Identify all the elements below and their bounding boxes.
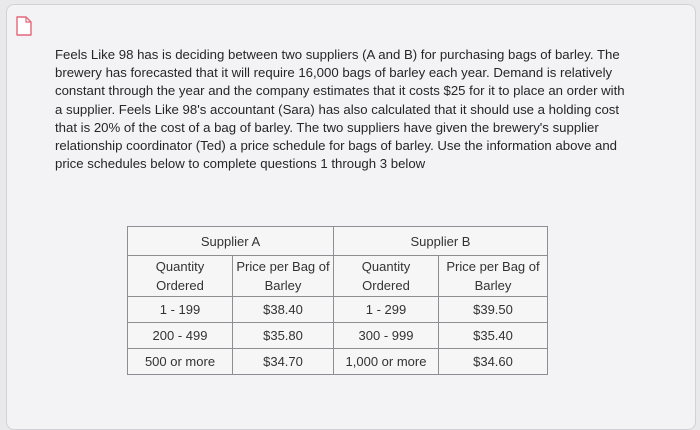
supplier-b-quantity: 1,000 or more xyxy=(334,349,439,375)
price-schedule-table xyxy=(127,226,548,375)
document-icon xyxy=(15,15,33,37)
column-header-row xyxy=(128,256,548,297)
supplier-b-price: $34.60 xyxy=(439,349,548,375)
supplier-b-quantity: 300 - 999 xyxy=(334,323,439,349)
supplier-a-price: $35.80 xyxy=(233,323,334,349)
table-row xyxy=(128,323,548,349)
supplier-a-quantity: 500 or more xyxy=(128,349,233,375)
problem-paragraph: Feels Like 98 has is deciding between two suppliers (A and B) for purchasing bags of barley. The brewery has forecasted that it will require 16,000 bags of barley each year. Demand is relatively constant through the year and the company estimates that it costs $25 for it to place an order with a supplier. Feels Like 98's accountant (Sara) has also calculated that it should use a holding cost that is 20% of the cost of a bag of barley. The two suppliers have given the brewery's supplier relationship coordinator (Ted) a price schedule for bags of barley. Use the information above and price schedules below to complete questions 1 through 3 below xyxy=(55,47,625,172)
supplier-a-price: $38.40 xyxy=(233,297,334,323)
table-row xyxy=(128,349,548,375)
supplier-b-title: Supplier B xyxy=(334,227,548,256)
supplier-a-quantity-header: Quantity Ordered xyxy=(128,256,233,297)
supplier-a-quantity: 200 - 499 xyxy=(128,323,233,349)
supplier-header-row xyxy=(128,227,548,256)
supplier-a-quantity: 1 - 199 xyxy=(128,297,233,323)
supplier-b-price-header: Price per Bag of Barley xyxy=(439,256,548,297)
supplier-a-title: Supplier A xyxy=(128,227,334,256)
table-row xyxy=(128,297,548,323)
supplier-a-price-header: Price per Bag of Barley xyxy=(233,256,334,297)
supplier-b-quantity-header: Quantity Ordered xyxy=(334,256,439,297)
supplier-b-price: $39.50 xyxy=(439,297,548,323)
supplier-a-price: $34.70 xyxy=(233,349,334,375)
supplier-b-price: $35.40 xyxy=(439,323,548,349)
supplier-b-quantity: 1 - 299 xyxy=(334,297,439,323)
